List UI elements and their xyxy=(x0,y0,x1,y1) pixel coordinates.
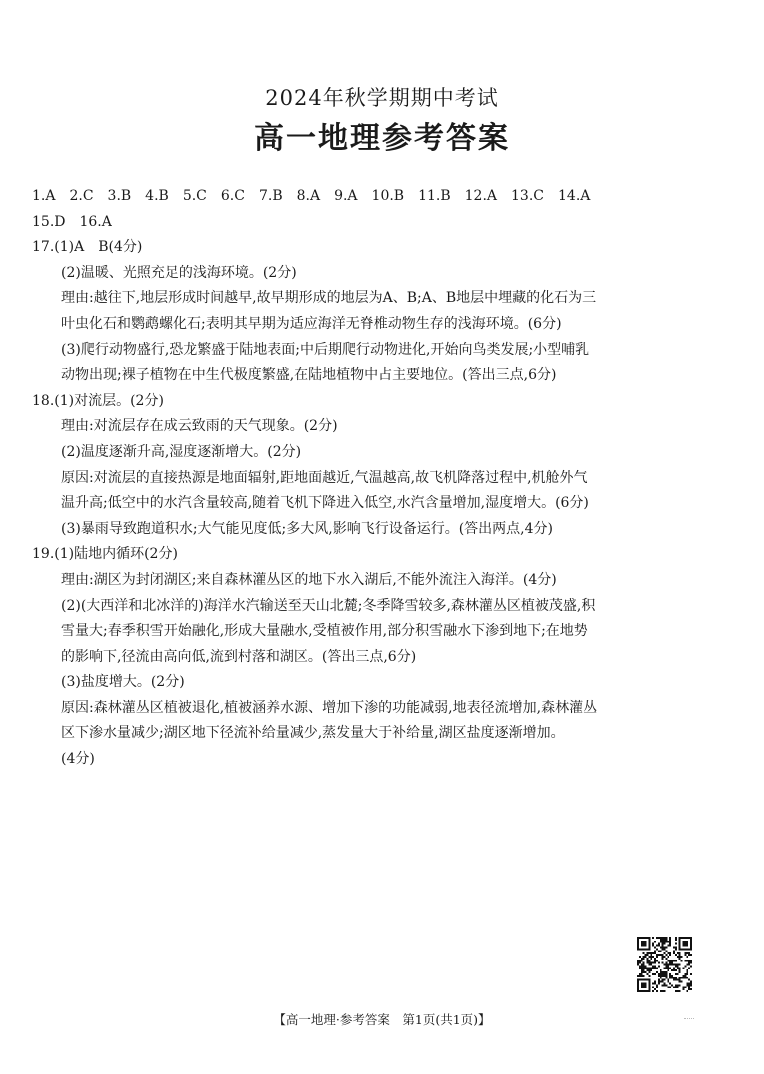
q17-part3-line-1: (3)爬行动物盛行,恐龙繁盛于陆地表面;中后期爬行动物进化,开始向鸟类发展;小型哺乳 xyxy=(61,341,590,358)
choice-answers-line-1: 1.A 2.C 3.B 4.B 5.C 6.C 7.B 8.A 9.A 10.B 11.B 12.A 13.C 14.A xyxy=(32,188,591,204)
choice-answers-line-2: 15.D 16.A xyxy=(32,213,112,230)
q19-part3: (3)盐度增大。(2分) xyxy=(61,674,185,691)
q19-part2-line-3: 的影响下,径流由高向低,流到村落和湖区。(答出三点,6分) xyxy=(61,648,417,665)
q19-part2-line-1: (2)(大西洋和北冰洋的)海洋水汽输送至天山北麓;冬季降雪较多,森林灌丛区植被茂盛,积 xyxy=(61,597,596,614)
q17-reason-line-2: 叶虫化石和鹦鹉螺化石;表明其早期为适应海洋无脊椎动物生存的浅海环境。(6分) xyxy=(61,315,562,332)
corner-mark xyxy=(684,1018,694,1021)
q19-part2-line-2: 雪量大;春季积雪开始融化,形成大量融水,受植被作用,部分积雪融水下渗到地下;在地势 xyxy=(61,623,588,640)
q19-reason: 理由:湖区为封闭湖区;来自森林灌丛区的地下水入湖后,不能外流注入海洋。(4分) xyxy=(61,571,557,588)
q19-cause-line-1: 原因:森林灌丛区植被退化,植被涵养水源、增加下渗的功能减弱,地表径流增加,森林灌丛 xyxy=(61,699,598,716)
exam-title: 2024年秋学期期中考试 xyxy=(265,86,499,110)
q17-part3-line-2: 动物出现;裸子植物在中生代极度繁盛,在陆地植物中占主要地位。(答出三点,6分) xyxy=(61,367,557,384)
q18-part2: (2)温度逐渐升高,湿度逐渐增大。(2分) xyxy=(61,443,302,460)
q18-cause-line-2: 温升高;低空中的水汽含量较高,随着飞机下降进入低空,水汽含量增加,湿度增大。(6分) xyxy=(61,495,589,512)
page-footer: 【高一地理·参考答案 第1页(共1页)】 xyxy=(273,1012,491,1027)
qr-code-icon xyxy=(637,937,692,992)
q18-part1: 18.(1)对流层。(2分) xyxy=(32,392,164,409)
q19-part1: 19.(1)陆地内循环(2分) xyxy=(32,546,178,563)
q17-part1: 17.(1)A B(4分) xyxy=(32,239,143,256)
q18-part3: (3)暴雨导致跑道积水;大气能见度低;多大风,影响飞行设备运行。(答出两点,4分) xyxy=(61,520,553,537)
answer-key-title: 高一地理参考答案 xyxy=(254,121,510,156)
q17-part2: (2)温暖、光照充足的浅海环境。(2分) xyxy=(61,264,297,281)
q19-cause-line-3: (4分) xyxy=(61,751,95,768)
q19-cause-line-2: 区下渗水量减少;湖区地下径流补给量减少,蒸发量大于补给量,湖区盐度逐渐增加。 xyxy=(61,725,565,742)
q18-cause-line-1: 原因:对流层的直接热源是地面辐射,距地面越近,气温越高,故飞机降落过程中,机舱外气 xyxy=(61,469,588,486)
answer-content xyxy=(32,184,737,773)
q17-reason-line-1: 理由:越往下,地层形成时间越早,故早期形成的地层为A、B;A、B地层中埋藏的化石为三 xyxy=(61,290,597,307)
q18-reason: 理由:对流层存在成云致雨的天气现象。(2分) xyxy=(61,418,338,435)
